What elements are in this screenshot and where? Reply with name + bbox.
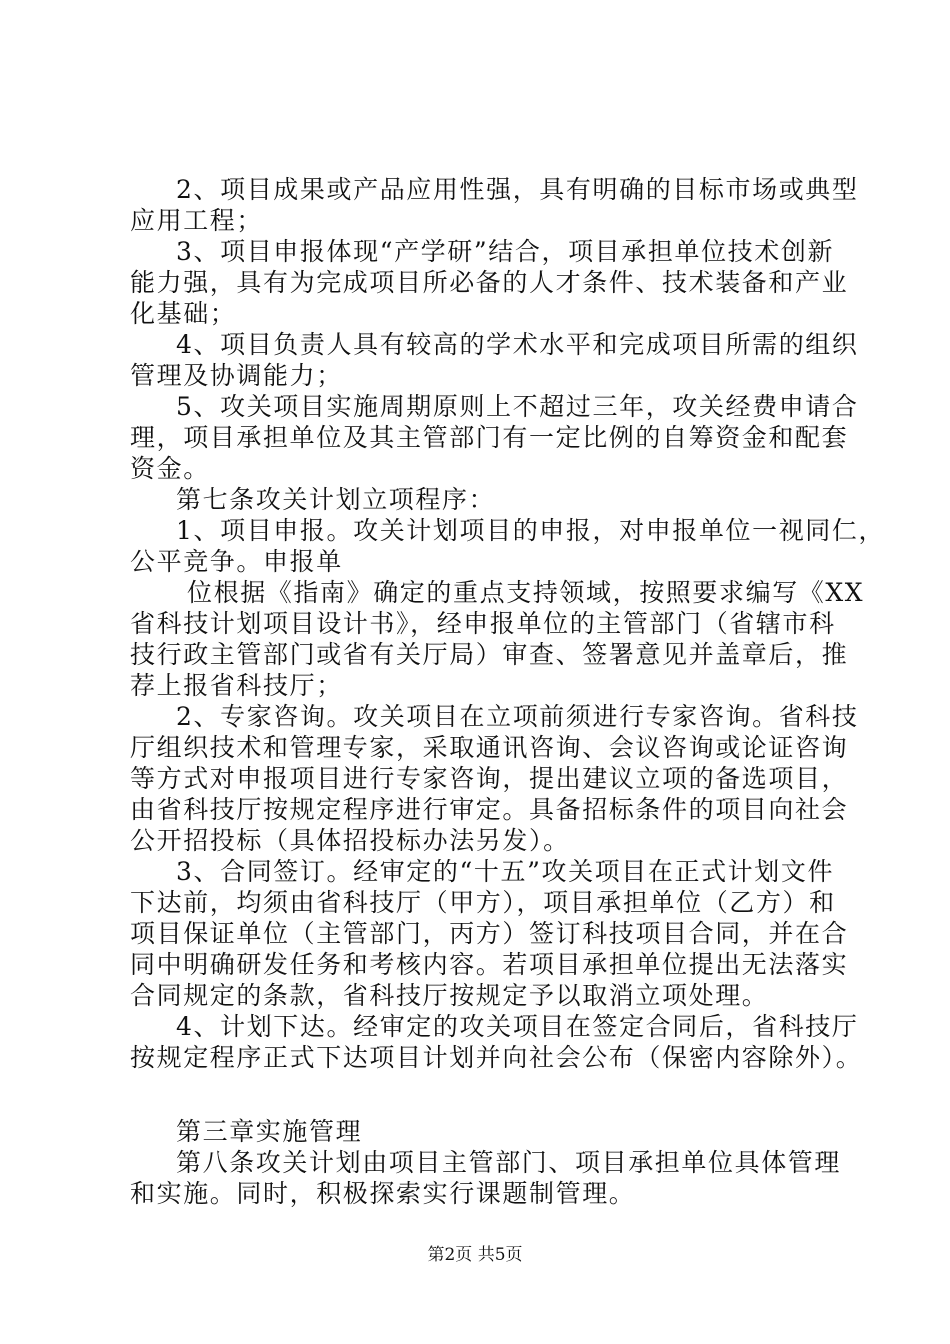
paragraph-line-13: 公平竞争。申报单 [130,547,343,576]
paragraph-line-5: 化基础； [130,299,237,328]
paragraph-line-6: 4、项目负责人具有较高的学术水平和完成项目所需的组织 [176,330,859,359]
page-footer: 第2页 共5页 [427,1245,523,1265]
section-heading-article-7: 第七条攻关计划立项程序： [176,485,496,514]
paragraph-line-24: 下达前，均须由省科技厅（甲方），项目承担单位（乙方）和 [130,888,836,917]
paragraph-line-26: 同中明确研发任务和考核内容。若项目承担单位提出无法落实 [130,950,849,979]
paragraph-line-23: 3、合同签订。经审定的“十五”攻关项目在正式计划文件 [176,857,835,886]
paragraph-line-7: 管理及协调能力； [130,361,343,390]
paragraph-line-4: 能力强，具有为完成项目所必备的人才条件、技术装备和产业 [130,268,849,297]
paragraph-line-29: 按规定程序正式下达项目计划并向社会公布（保密内容除外）。 [130,1043,863,1072]
paragraph-line-8: 5、攻关项目实施周期原则上不超过三年，攻关经费申请合 [176,392,859,421]
paragraph-line-28: 4、计划下达。经审定的攻关项目在签定合同后，省科技厅 [176,1012,859,1041]
paragraph-line-15: 省科技计划项目设计书》，经申报单位的主管部门（省辖市科 [130,609,836,638]
paragraph-line-2: 应用工程； [130,206,264,235]
paragraph-line-21: 由省科技厅按规定程序进行审定。具备招标条件的项目向社会 [130,795,849,824]
paragraph-line-10: 资金。 [130,454,210,483]
paragraph-line-20: 等方式对申报项目进行专家咨询，提出建议立项的备选项目， [130,764,849,793]
paragraph-line-1: 2、项目成果或产品应用性强，具有明确的目标市场或典型 [176,175,859,204]
paragraph-line-31: 第八条攻关计划由项目主管部门、项目承担单位具体管理 [176,1148,842,1177]
paragraph-line-32: 和实施。同时，积极探索实行课题制管理。 [130,1179,636,1208]
paragraph-line-9: 理，项目承担单位及其主管部门有一定比例的自筹资金和配套 [130,423,849,452]
paragraph-line-17: 荐上报省科技厅； [130,671,343,700]
paragraph-line-18: 2、专家咨询。攻关项目在立项前须进行专家咨询。省科技 [176,702,859,731]
paragraph-line-3: 3、项目申报体现“产学研”结合，项目承担单位技术创新 [176,237,835,266]
chapter-heading: 第三章实施管理 [176,1117,363,1146]
paragraph-line-19: 厅组织技术和管理专家，采取通讯咨询、会议咨询或论证咨询 [130,733,849,762]
paragraph-line-25: 项目保证单位（主管部门，丙方）签订科技项目合同，并在合 [130,919,849,948]
paragraph-line-12: 1、项目申报。攻关计划项目的申报，对申报单位一视同仁， [176,516,886,545]
paragraph-line-22: 公开招投标（具体招投标办法另发）。 [130,826,570,855]
paragraph-line-27: 合同规定的条款，省科技厅按规定予以取消立项处理。 [130,981,769,1010]
paragraph-line-14: 位根据《指南》确定的重点支持领域，按照要求编写《XX [187,578,865,607]
paragraph-line-16: 技行政主管部门或省有关厅局）审查、签署意见并盖章后，推 [130,640,849,669]
